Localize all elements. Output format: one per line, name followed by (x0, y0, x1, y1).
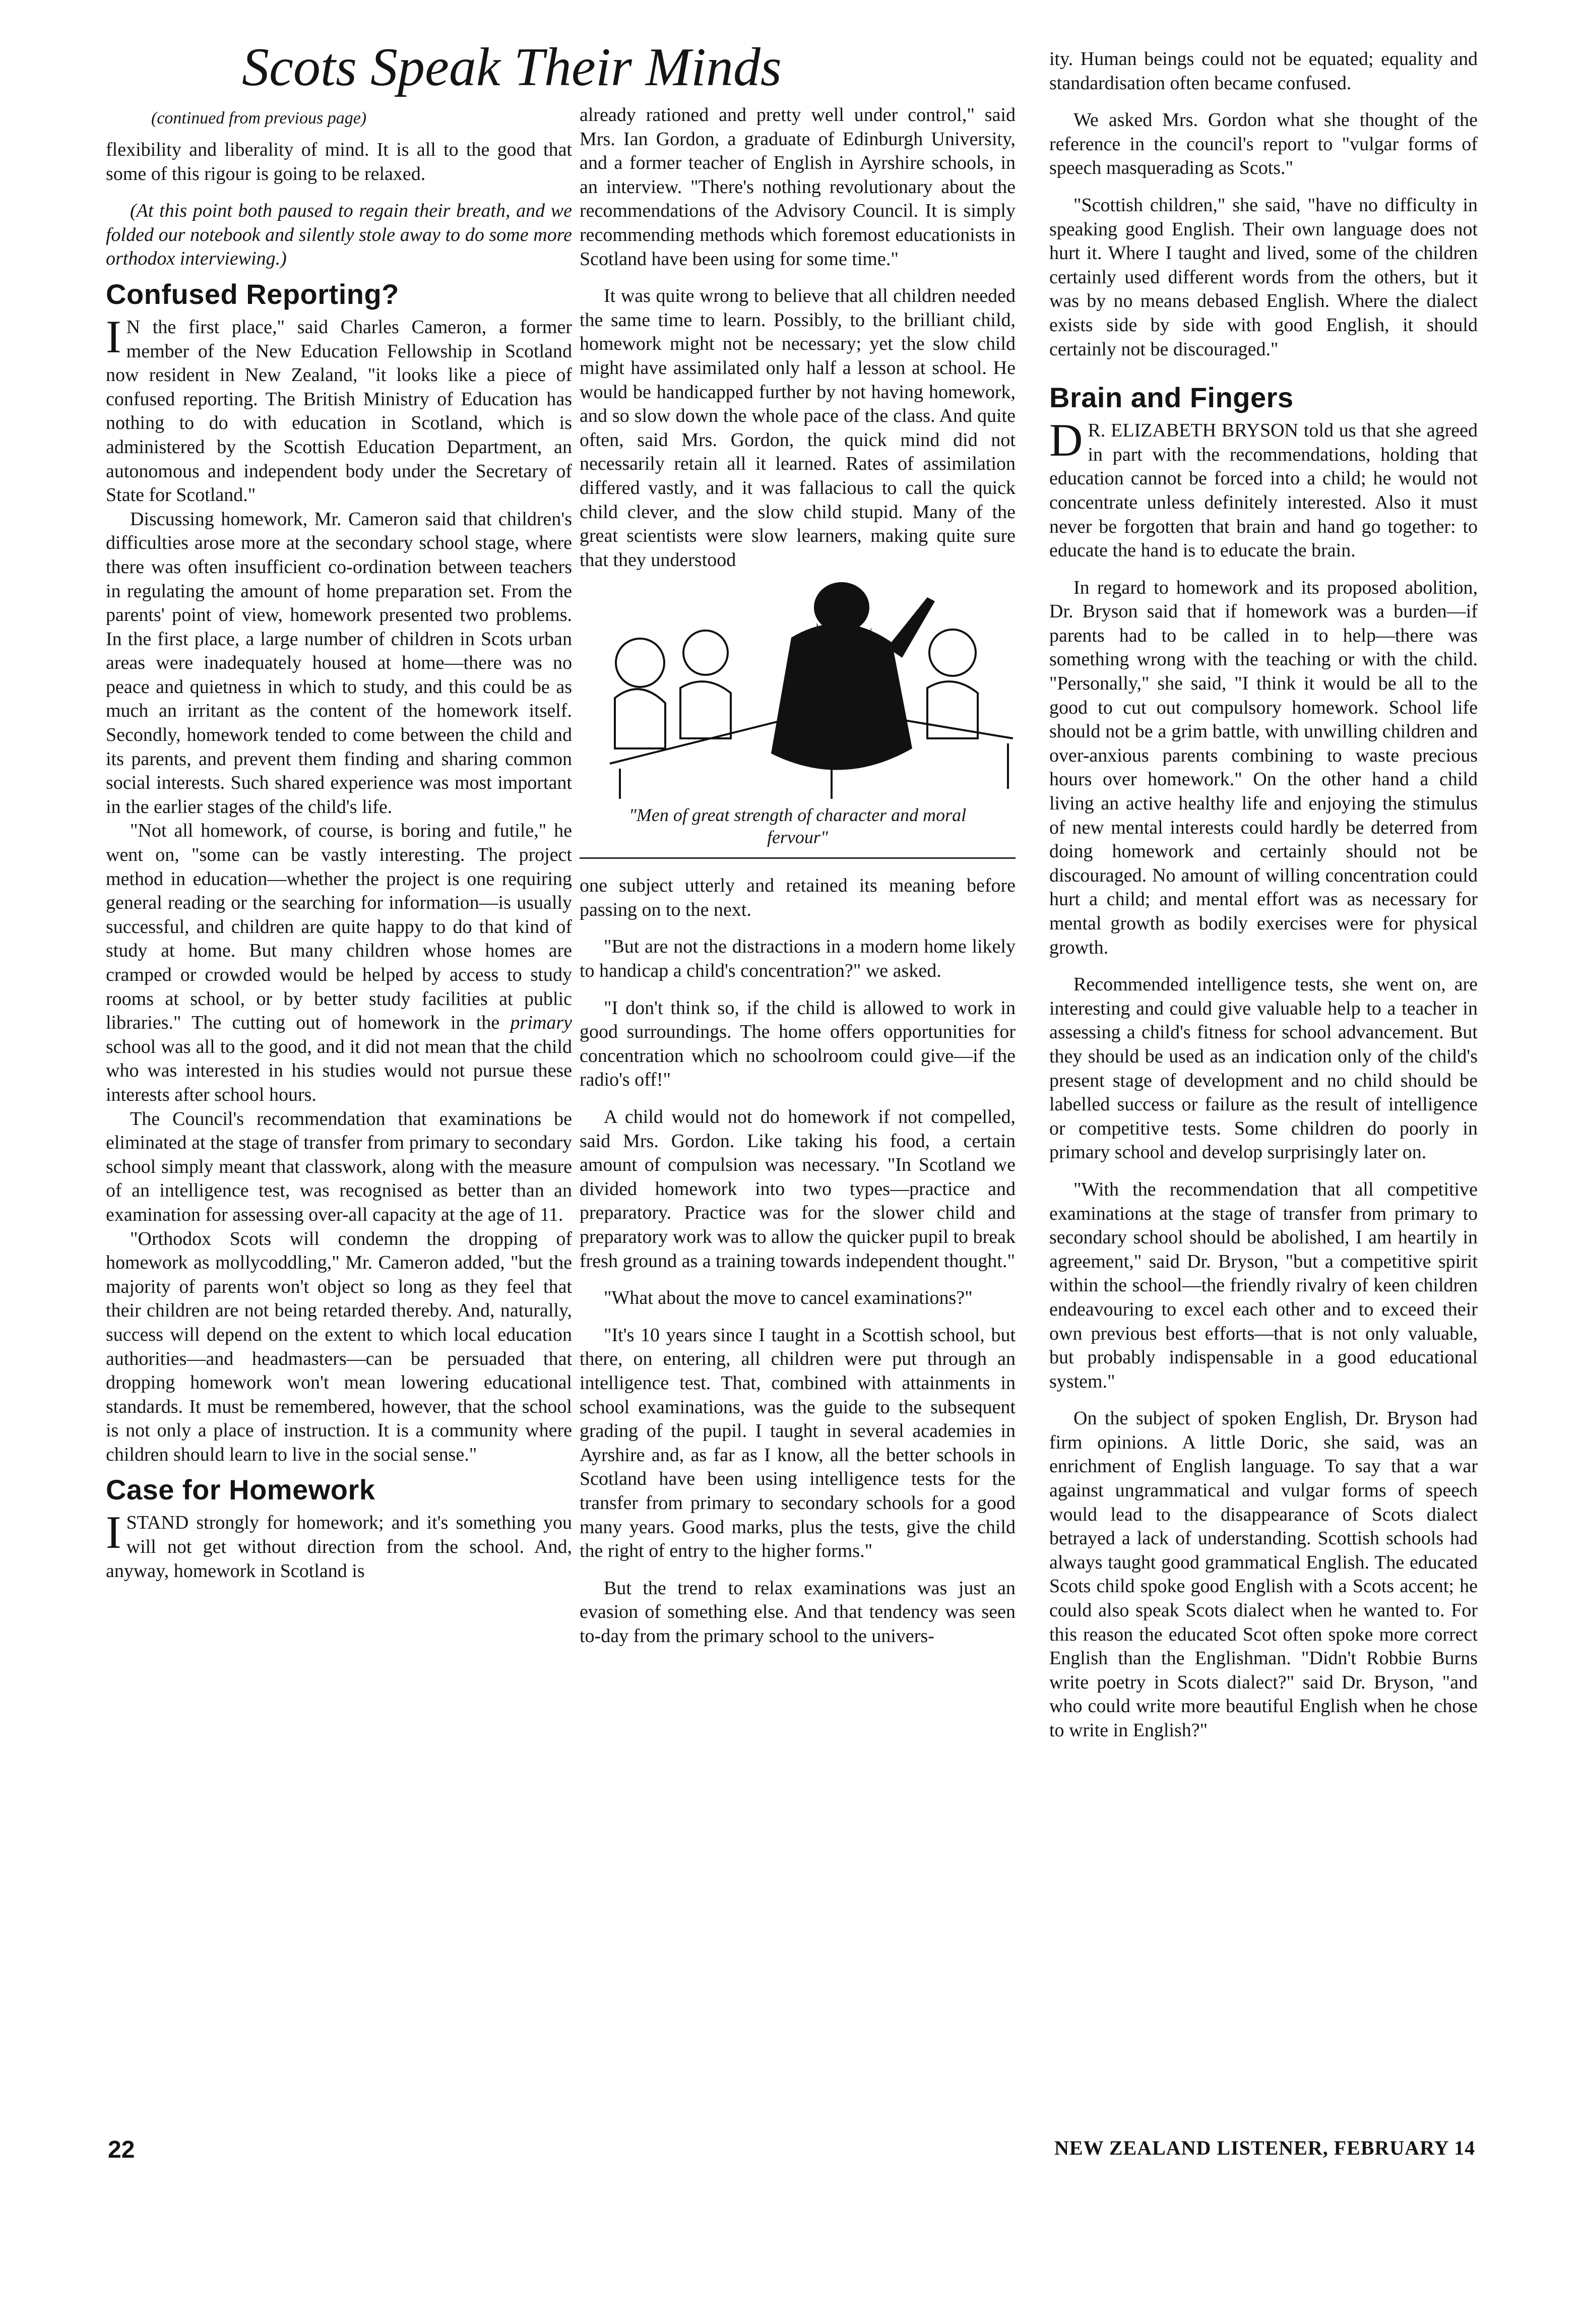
figure-head-3 (929, 630, 976, 676)
col2-paragraph-8: "It's 10 years since I taught in a Scottish school, but there, on entering, all children were put through an intelligence test. That, combined with attainments in school examinations, was the guide to the subsequent grading of the pupil. I taught in several academies in Ayrshire and, as far as I know, all the better schools in Scotland have been using intelligence tests for the transfer from primary to secondary schools for a good many years. Good marks, plus the tests, give the child the right of entry to the higher forms." (580, 1324, 1016, 1562)
col1-paragraph-5 (106, 819, 572, 1107)
col1-paragraph-4: Discussing homework, Mr. Cameron said that children's difficulties arose more at the secondary school stage, where there was often insufficient co-ordination between teachers in regulating the amount of home preparation set. From the parents' point of view, homework presented two problems. In the first place, a large number of children in Scots urban areas were inadequately housed at home—there was no peace and quietness in which to study, and this could be as much an irritant as the content of the homework itself. Secondly, homework tended to come between the child and its parents, and prevent them finding and sharing common social interests. Such shared experience was most important in the earlier stages of the child's life. (106, 508, 572, 818)
cartoon-drawing (580, 577, 1016, 799)
col1-paragraph-2: (At this point both paused to regain their breath, and we folded our notebook and silently stole away to do some more orthodox interviewing.) (106, 200, 572, 270)
figure-body-3 (927, 681, 978, 738)
col1-paragraph-5-emphasis: primary (510, 1012, 572, 1034)
cartoon-illustration (580, 577, 1016, 799)
raised-arm (887, 597, 935, 658)
caption-divider (580, 857, 1016, 859)
col3-paragraph-1: ity. Human beings could not be equated; equality and standardisation often became confused. (1049, 48, 1478, 94)
drop-cap: I (106, 310, 121, 362)
col3-paragraph-2: We asked Mrs. Gordon what she thought of the reference in the council's report to "vulgar forms of speech masquerading as Scots." (1049, 109, 1478, 179)
col2-paragraph-9: But the trend to relax examinations was just an evasion of something else. And that tendency was seen to-day from the primary school to the univers- (580, 1577, 1016, 1647)
subhead-brain-and-fingers: Brain and Fingers (1049, 382, 1294, 414)
figure-head-2 (683, 631, 728, 675)
col1-paragraph-8-text: STAND strongly for homework; and it's something you will not get without direction from the school. And, anyway, homework in Scotland is (106, 1512, 572, 1582)
col1-paragraph-3-text: N the first place," said Charles Cameron, a former member of the New Education Fellowship in Scotland now resident in New Zealand, "it looks like a piece of confused reporting. The British Ministry of Education has nothing to do with education in Scotland, which is administered by the Scottish Education Department, an autonomous and independent body under the Secretary of State for Scotland." (106, 316, 572, 506)
page-number: 22 (108, 2137, 135, 2163)
publication-footer: NEW ZEALAND LISTENER, FEBRUARY 14 (1054, 2137, 1476, 2159)
col2-paragraph-3: one subject utterly and retained its meaning before passing on to the next. (580, 875, 1016, 920)
col3-paragraph-4-text: R. ELIZABETH BRYSON told us that she agreed in part with the recommendations, holding that education cannot be forced into a child; he would not concentrate unless definitely interested. Also it must never be forgotten that brain and hand go together: to educate the hand is to educate the brain. (1049, 420, 1478, 561)
subhead-case-for-homework: Case for Homework (106, 1474, 375, 1506)
cartoon-caption: "Men of great strength of character and moral fervour" (628, 805, 967, 848)
column-3 (1049, 47, 1478, 1743)
col1-paragraph-7: "Orthodox Scots will condemn the dropping of homework as mollycoddling," Mr. Cameron added, "but the majority of parents won't object so long as they feel that their children are not being retarded thereby. And, naturally, success will depend on the extent to which local education authorities—and headmasters—can be persuaded that dropping homework won't mean lowering educational standards. It must be remembered, however, that the school is not only a place of instruction. It is a community where children should learn to live in the social sense." (106, 1228, 572, 1465)
column-2 (580, 103, 1016, 1649)
col2-paragraph-2: It was quite wrong to believe that all children needed the same time to learn. Possibly, to the brilliant child, homework might not be necessary; yet the slow child might have assimilated only half a lesson at school. He would be handicapped further by not having homework, and so slow down the whole pace of the class. And quite often, said Mrs. Gordon, the quick mind did not necessarily retain all it learned. Rates of assimilation differed vastly, and it was fallacious to call the quick child clever, and the slow child stupid. Many of the great scientists were slow learners, making quite sure that they understood (580, 285, 1016, 571)
col3-paragraph-8: On the subject of spoken English, Dr. Bryson had firm opinions. A little Doric, she said, was an enrichment of English language. To say that a war against ungrammatical and vulgar forms of speech would lead to the disappearance of Scots dialect betrayed a lack of understanding. Scottish schools had always taught good grammatical English. The educated Scots child spoke good English with a Scots accent; he could also speak Scots dialect when he wanted to. For this reason the educated Scot often spoke more correct English than the Englishman. "Didn't Robbie Burns write poetry in Scots dialect?" said Dr. Bryson, "and who could write more beautiful English when he chose to write in English?" (1049, 1408, 1478, 1741)
col2-paragraph-7: "What about the move to cancel examinations?" (604, 1287, 973, 1309)
figure-body-1 (615, 689, 665, 749)
drop-cap: I (106, 1506, 121, 1558)
col1-paragraph-6: The Council's recommendation that examinations be eliminated at the stage of transfer from primary to secondary school simply meant that classwork, along with the measure of an intelligence test, was recognised as better than an examination for assessing over-all capacity at the age of 11. (106, 1108, 572, 1225)
col2-paragraph-4: "But are not the distractions in a modern home likely to handicap a child's concentration?" we asked. (580, 936, 1016, 982)
drop-cap: D (1049, 414, 1083, 466)
col2-paragraph-6: A child would not do homework if not compelled, said Mrs. Gordon. Like taking his food, a certain amount of compulsion was necessary. "In Scotland we divided homework into two types—practice and preparatory. Practice was for the slower child and preparatory work was to allow the quicker pupil to break fresh ground as a training towards independent thought." (580, 1106, 1016, 1272)
col1-paragraph-3 (106, 310, 572, 508)
continued-note: (continued from previous page) (151, 109, 367, 128)
column-1 (106, 108, 572, 1583)
col3-paragraph-4 (1049, 414, 1478, 563)
col3-paragraph-3: "Scottish children," she said, "have no difficulty in speaking good English. Their own language does not hurt it. Where I taught and lived, some of the children certainly used different words from the others, but it was by no means debased English. Where the dialect exists side by side with good English, it should certainly not be discouraged." (1049, 194, 1478, 360)
col1-paragraph-5-text: "Not all homework, of course, is boring and futile," he went on, "some can be vastly interesting. The project method in education—whether the project is one requiring general reading or the searching for information—is usually successful, and children are quite happy to do that kind of study at home. But many children whose homes are cramped or crowded would be helped by access to study rooms at school, or by better study facilities at public libraries." The cutting out of homework in the (106, 820, 572, 1034)
col1-paragraph-8 (106, 1506, 572, 1583)
figure-head-1 (616, 639, 664, 687)
col3-paragraph-5: In regard to homework and its proposed abolition, Dr. Bryson said that if homework was a burden—if parents had to be called in to help—there was something wrong with the teaching or with the child. "Personally," she said, "I think it would be all to the good to cut out compulsory homework. School life should not be a grim battle, with unwilling children and over-anxious parents combining to waste precious hours over homework." On the other hand a child living an active healthy life and enjoying the stimulus of new mental interests could hardly be deterred from doing homework and certainly should not be discouraged. No amount of willing concentration could hurt a child; and mental effort was as necessary for mental growth as bodily exercises were for physical growth. (1049, 577, 1478, 958)
col2-paragraph-5: "I don't think so, if the child is allowed to work in good surroundings. The home offers opportunities for concentration which no schoolroom could give—if the radio's off!" (580, 997, 1016, 1091)
col3-paragraph-7: "With the recommendation that all competitive examinations at the stage of transfer from primary to secondary school should be abolished, I am heartily in agreement," said Dr. Bryson, "but a competitive spirit within the school—the friendly rivalry of keen children endeavouring to excel each other and to exceed their own previous best efforts—that is not only valuable, but probably indispensable in a good educational system." (1049, 1178, 1478, 1392)
figure-body-2 (680, 681, 731, 738)
headline: Scots Speak Their Minds (242, 37, 782, 97)
col3-paragraph-6: Recommended intelligence tests, she went on, are interesting and could give valuable help to a teacher in assessing a child's fitness for school advancement. But they should be used as an indication only of the child's present stage of development and no child should be labelled success or failure as the result of intelligence or competitive tests. Some children do poorly in primary school and develop surprisingly later on. (1049, 974, 1478, 1163)
subhead-confused-reporting: Confused Reporting? (106, 278, 399, 310)
col1-paragraph-5-end: school was all to the good, and it did not mean that the child who was interested in his studies would not pursue these interests after school hours. (106, 1036, 572, 1105)
col2-paragraph-1: already rationed and pretty well under control," said Mrs. Ian Gordon, a graduate of Edinburgh University, and a former teacher of English in Ayrshire schools, in an interview. "There's nothing revolutionary about the recommendations of the Advisory Council. It is simply recommending methods which foremost educationists in Scotland have been using for some time." (580, 104, 1016, 270)
col1-paragraph-1: flexibility and liberality of mind. It is all to the good that some of this rigour is going to be relaxed. (106, 139, 572, 184)
